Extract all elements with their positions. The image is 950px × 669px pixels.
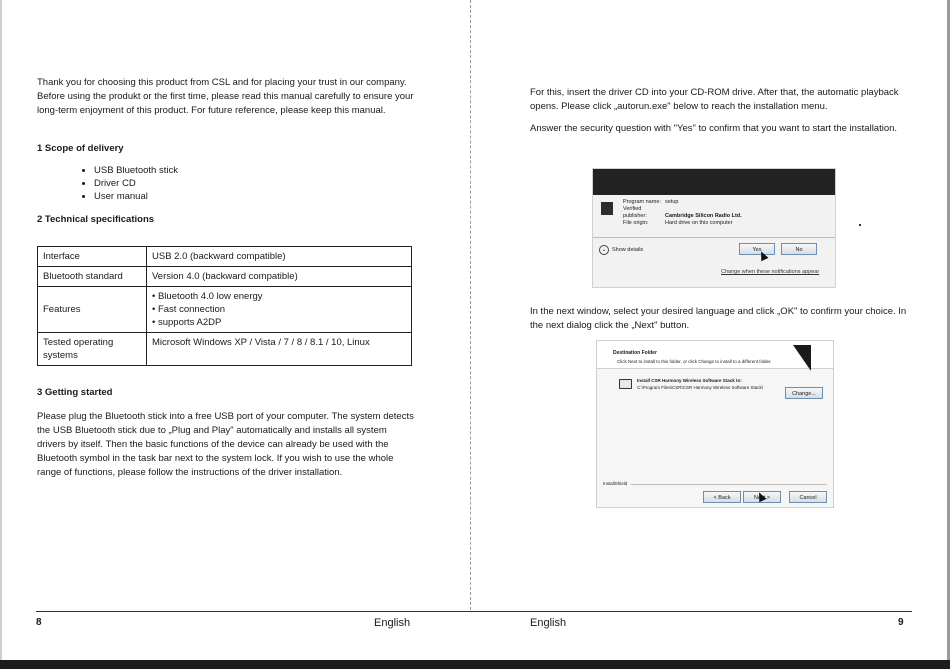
show-details-toggle[interactable]: [599, 245, 643, 255]
chevron-down-icon: ⌄: [599, 245, 609, 255]
origin-value: Hard drive on this computer: [665, 220, 733, 226]
getting-started-paragraph: Please plug the Bluetooth stick into a free USB port of your computer. The system detects the USB Bluetooth stick due to „Plug and Play" automatically and installs all system drivers by itself. Then the basic functions of the device can already be used with the Bluetooth symbol in the task bar next to the system lock. If you wish to use the whole range of functions, please follow the instructions of the driver installation.: [37, 411, 414, 478]
installer-dialog-screenshot: [596, 340, 834, 508]
install-to-label: Install CSR Harmony Wireless Software Stack to:: [637, 378, 742, 383]
scope-list: [80, 164, 178, 203]
table-row: [38, 333, 412, 366]
spec-key: Interface: [38, 247, 147, 267]
page-number: 8: [36, 617, 42, 628]
table-row: [38, 267, 412, 287]
list-item: • Driver CD: [94, 177, 178, 190]
footer-rule: [472, 611, 912, 612]
spec-key: Tested operating systems: [38, 333, 147, 366]
show-details-label: Show details: [612, 247, 644, 253]
yes-button[interactable]: Yes: [739, 243, 775, 255]
divider: [593, 237, 835, 238]
cd-instructions-paragraph: For this, insert the driver CD into your CD-ROM drive. After that, the automatic playback opens. Please click „autorun.exe" below to reach the installation menu.: [530, 87, 899, 112]
list-item: • Bluetooth 4.0 low energy: [152, 290, 406, 303]
install-path: C:\Program Files\CSR\CSR Harmony Wireless Software Stack\: [637, 385, 764, 390]
spec-key: Features: [38, 287, 147, 333]
uac-title-bar: [593, 169, 835, 195]
publisher-value: Cambridge Silicon Radio Ltd.: [665, 213, 742, 219]
install-location: [637, 377, 763, 391]
section-heading-scope: 1 Scope of delivery: [37, 143, 124, 154]
spec-value: [147, 287, 412, 333]
spec-value: Microsoft Windows XP / Vista / 7 / 8 / 8.1 / 10, Linux: [147, 333, 412, 366]
divider: [631, 484, 827, 485]
program-icon: [601, 202, 613, 215]
list-item: • USB Bluetooth stick: [94, 164, 178, 177]
cancel-button[interactable]: Cancel: [789, 491, 827, 503]
notification-settings-link[interactable]: Change when these notifications appear: [721, 269, 820, 275]
installer-logo-icon: [793, 345, 811, 371]
spec-key: Bluetooth standard: [38, 267, 147, 287]
list-item: • supports A2DP: [152, 316, 406, 329]
section-heading-getting-started: 3 Getting started: [37, 387, 113, 398]
program-name-value: setup: [665, 199, 679, 205]
installshield-label: InstallShield: [603, 481, 628, 486]
section-heading-specs: 2 Technical specifications: [37, 214, 155, 225]
scan-bottom-edge: [0, 660, 950, 669]
specifications-table: [37, 246, 412, 366]
folder-icon: [619, 379, 632, 389]
scan-speck: [859, 224, 861, 226]
installer-title: Destination Folder: [613, 350, 657, 356]
publisher-label: Verified publisher:: [623, 206, 647, 219]
change-button[interactable]: Change...: [785, 387, 823, 399]
uac-program-info: [623, 199, 742, 227]
language-selection-paragraph: In the next window, select your desired language and click „OK" to confirm your choice. In the next dialog click the „Next" button.: [530, 306, 907, 331]
uac-dialog-screenshot: [592, 168, 836, 288]
intro-paragraph: Thank you for choosing this product from CSL and for placing your trust in our company. Before using the produkt or the first time, please read this manual carefully to ensure your long-term enjoyment of this product. For future reference, please keep this manual.: [37, 77, 414, 116]
footer-language: English: [374, 617, 411, 629]
installer-header: [597, 341, 833, 369]
footer-language: English: [530, 617, 567, 629]
back-button[interactable]: < Back: [703, 491, 741, 503]
no-button[interactable]: No: [781, 243, 817, 255]
list-item: • User manual: [94, 190, 178, 203]
list-item: • Fast connection: [152, 303, 406, 316]
program-name-label: Program name:: [623, 199, 661, 205]
table-row: [38, 247, 412, 267]
installer-subtitle: Click Next to install to this folder, or click Change to install to a different folder.: [617, 359, 772, 364]
table-row: [38, 287, 412, 333]
features-list: [152, 290, 406, 329]
spec-value: Version 4.0 (backward compatible): [147, 267, 412, 287]
spec-value: USB 2.0 (backward compatible): [147, 247, 412, 267]
security-question-paragraph: Answer the security question with "Yes" to confirm that you want to start the installation.: [530, 123, 898, 134]
left-page: [0, 0, 472, 669]
footer-rule: [36, 611, 472, 612]
right-page: [472, 0, 950, 669]
page-number: 9: [898, 617, 904, 628]
origin-label: File origin:: [623, 220, 649, 226]
next-button[interactable]: Next >: [743, 491, 781, 503]
